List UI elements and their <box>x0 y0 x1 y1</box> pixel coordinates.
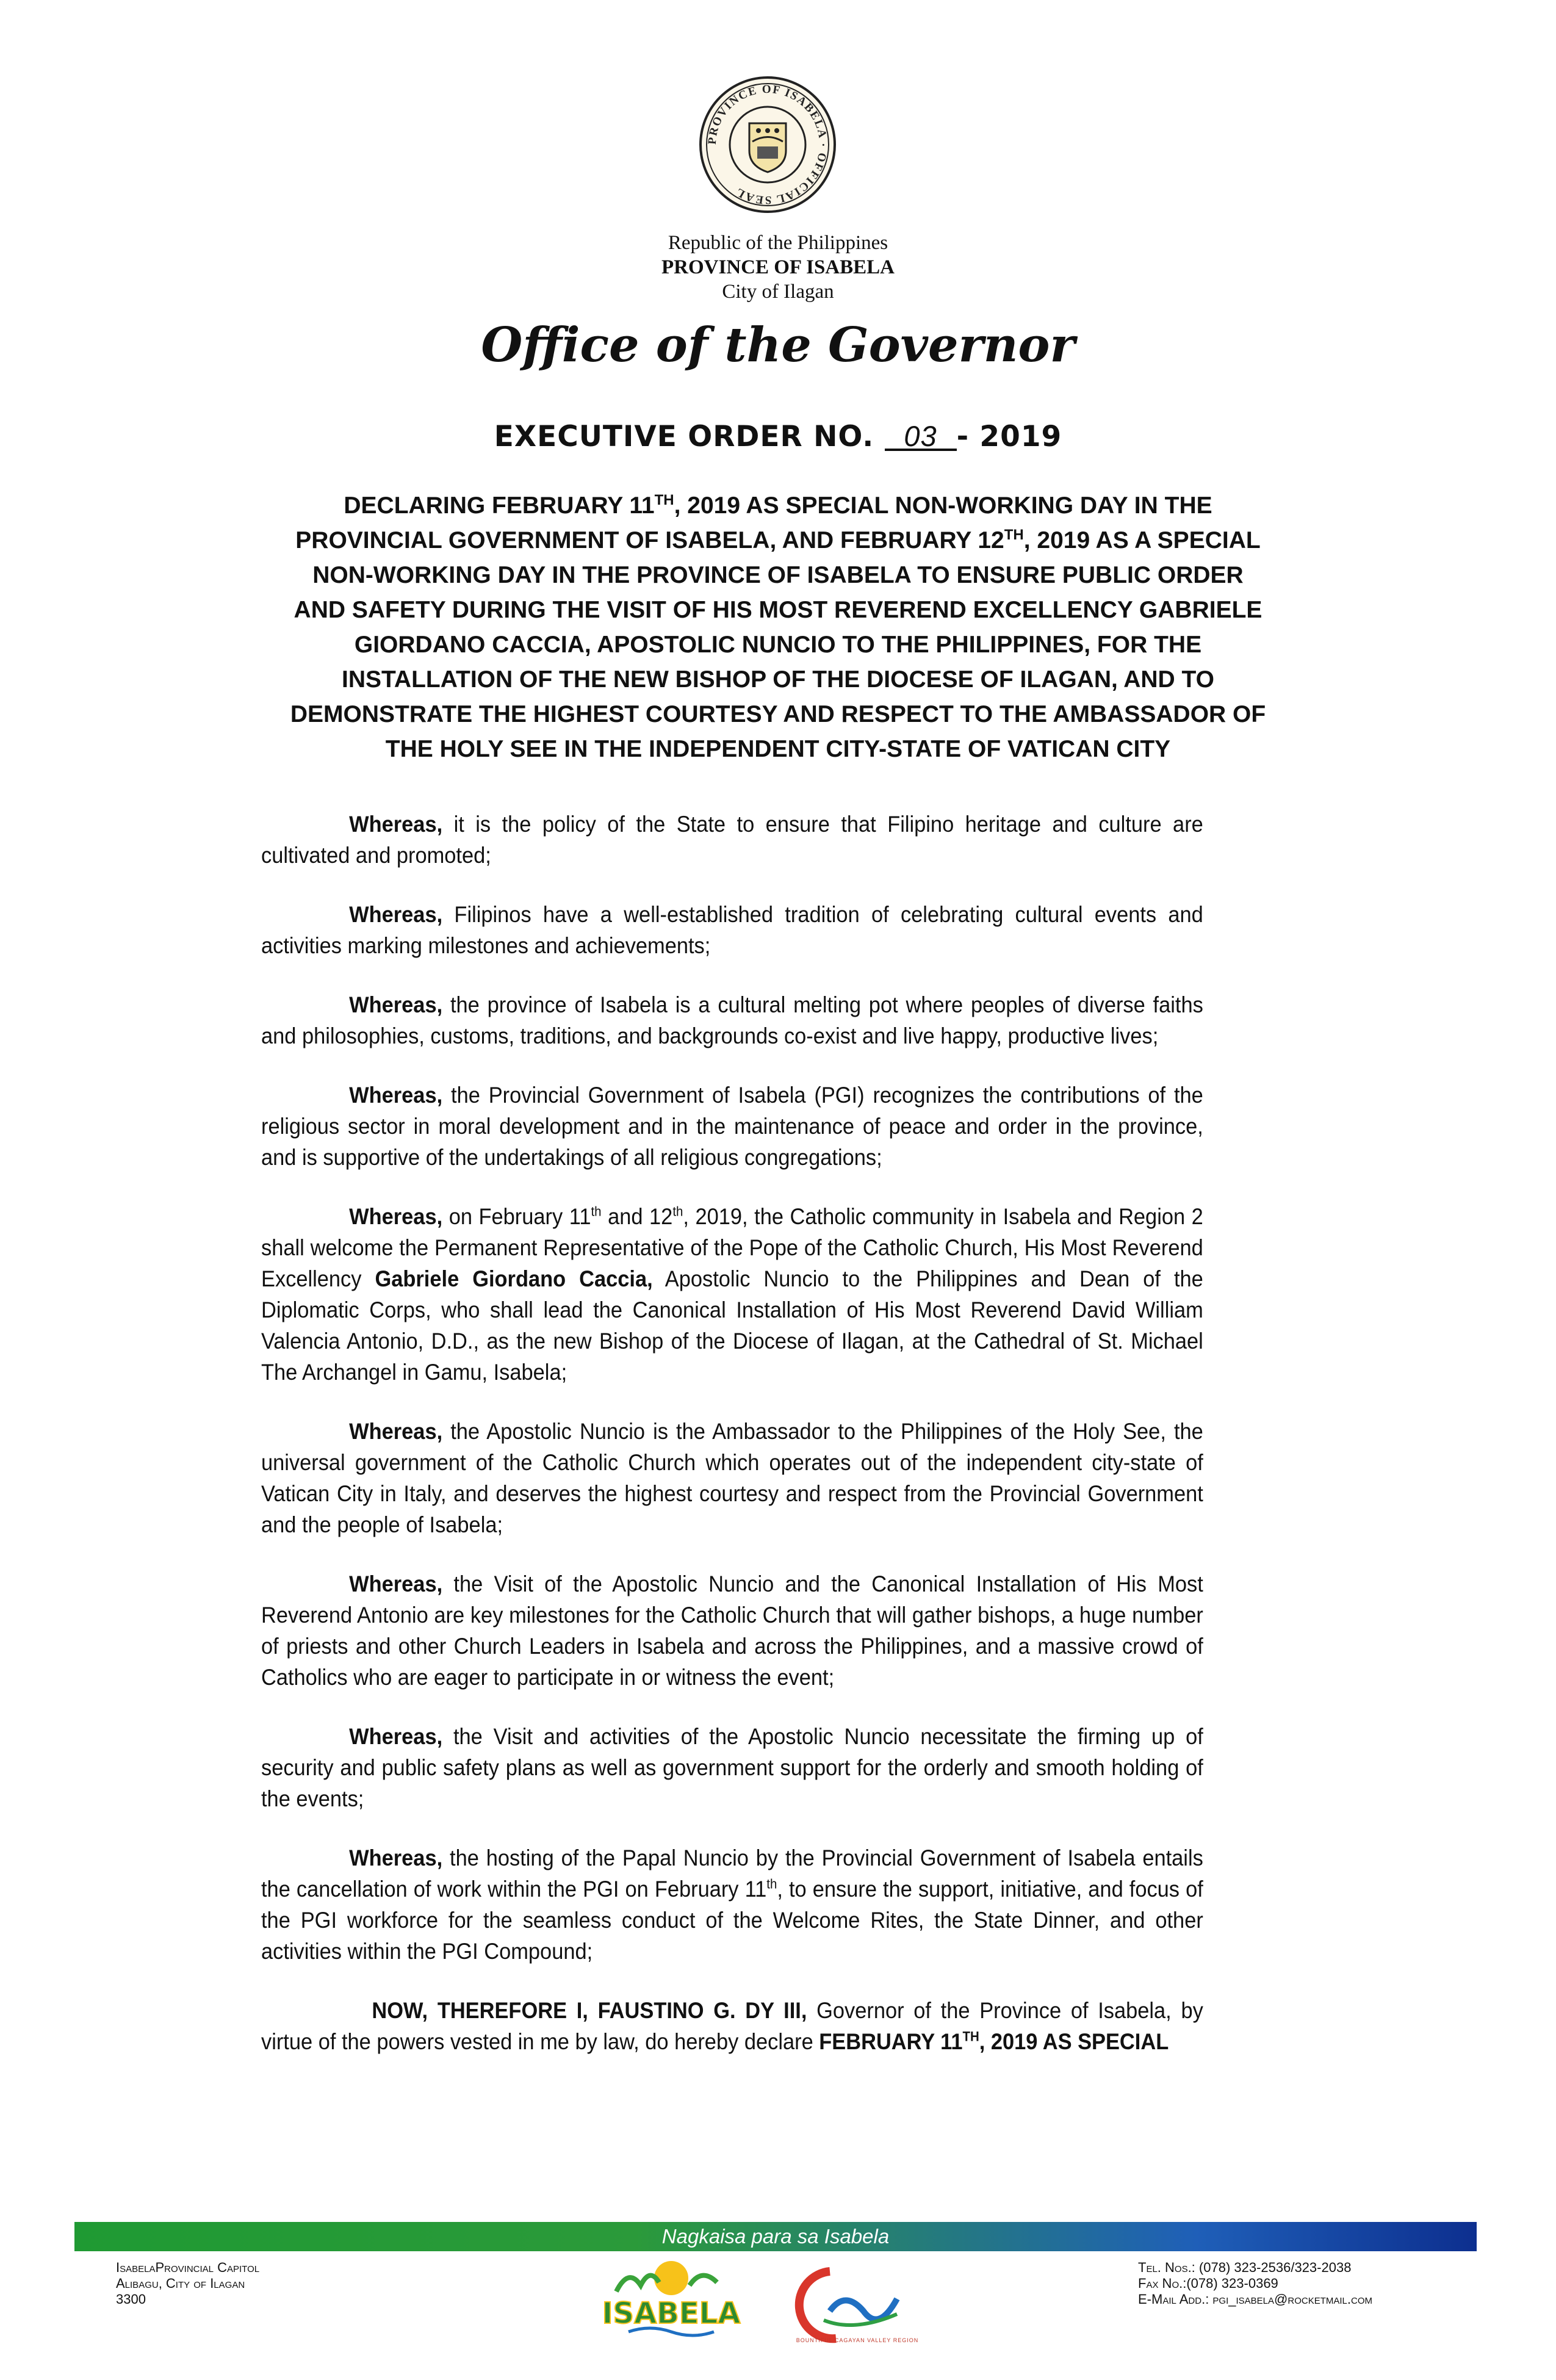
clause-text: on February 11 <box>448 1204 591 1229</box>
whereas-label: Whereas, <box>349 812 443 837</box>
nuncio-name: Gabriele Giordano Caccia, <box>375 1266 653 1291</box>
whereas-clause <box>261 989 1203 1051</box>
address-line: Alibagu, City of Ilagan <box>116 2276 245 2291</box>
declaring-text-2: , 2019 AS SPECIAL NON-WORKING DAY IN THE PROVINCIAL GOVERNMENT OF ISABELA, AND FEBRUARY 12 <box>295 492 1212 554</box>
order-body <box>261 809 1203 2085</box>
whereas-clause <box>261 809 1203 871</box>
whereas-clause <box>261 1721 1203 1814</box>
declared-date-sup: TH <box>962 2028 979 2044</box>
eo-suffix: - 2019 <box>956 420 1062 453</box>
whereas-label: Whereas, <box>349 1845 443 1870</box>
whereas-clause <box>261 899 1203 961</box>
declaring-title <box>287 488 1269 766</box>
whereas-label: Whereas, <box>349 1724 443 1749</box>
republic-line: Republic of the Philippines <box>668 232 888 254</box>
clause-text: the Visit and activities of the Apostolic Nuncio necessitate the firming up of security and public safety plans as well as government support for the orderly and smooth holding of the events; <box>261 1724 1203 1811</box>
declaring-sup-2: TH <box>1004 527 1024 543</box>
footer-contact <box>1138 2260 1372 2307</box>
executive-order-heading <box>0 420 1556 453</box>
cv-caption: BOUNTIFUL CAGAYAN VALLEY REGION <box>796 2337 919 2343</box>
province-line: PROVINCE OF ISABELA <box>661 256 895 278</box>
clause-sup: th <box>672 1203 683 1219</box>
contact-line: Tel. Nos.: (078) 323-2536/323-2038 <box>1138 2260 1352 2275</box>
whereas-label: Whereas, <box>349 1571 443 1596</box>
clause-text: Governor of the Province of Isabela, by virtue of the powers vested in me by law, do hereby declare <box>261 1998 1203 2054</box>
footer-banner <box>74 2222 1477 2251</box>
address-line: 3300 <box>116 2292 146 2307</box>
clause-text: , 2019, the Catholic community in Isabela and Region 2 shall welcome the Permanent Representative of the Pope of the Catholic Church, His Most Reverend Excellency <box>261 1204 1203 1291</box>
whereas-clause <box>261 1568 1203 1693</box>
clause-text: Apostolic Nuncio to the Philippines and Dean of the Diplomatic Corps, who shall lead the Canonical Installation of His Most Reverend David William Valencia Antonio, D.D., as the new Bishop of the Diocese of Ilagan, at the Cathedral of St. Michael The Archangel in Gamu, Isabela; <box>261 1266 1203 1385</box>
clause-text: and 12 <box>601 1204 673 1229</box>
contact-line: E-Mail Add.: pgi_isabela@rocketmail.com <box>1138 2292 1372 2307</box>
whereas-clause <box>261 1416 1203 1540</box>
governor-declaration: NOW, THEREFORE I, FAUSTINO G. DY III, <box>372 1998 807 2023</box>
eo-number: 03 <box>885 424 957 451</box>
clause-text: the province of Isabela is a cultural melting pot where peoples of diverse faiths and philosophies, customs, traditions, and backgrounds co-exist and live happy, productive lives; <box>261 992 1203 1048</box>
whereas-label: Whereas, <box>349 1204 443 1229</box>
clause-text: the Visit of the Apostolic Nuncio and the Canonical Installation of His Most Reverend Antonio are key milestones for the Catholic Church that will gather bishops, a huge number of priests and other Church Leaders in Isabela and across the Philippines, and a massive crowd of Catholics who are eager to participate in or witness the event; <box>261 1571 1203 1690</box>
clause-text: it is the policy of the State to ensure that Filipino heritage and culture are cultivated and promoted; <box>261 812 1203 868</box>
declaring-text-3: , 2019 AS A SPECIAL NON-WORKING DAY IN THE PROVINCE OF ISABELA TO ENSURE PUBLIC ORDER AND SAFETY DURING THE VISIT OF HIS MOST REVEREND EXCELLENCY GABRIELE GIORDANO CACCIA, APOSTOLIC NUNCIO TO THE PHILIPPINES, FOR THE INSTALLATION OF THE NEW BISHOP OF THE DIOCESE OF ILAGAN, AND TO DEMONSTRATE THE HIGHEST COURTESY AND RESPECT TO THE AMBASSADOR OF THE HOLY SEE IN THE INDEPENDENT CITY-STATE OF VATICAN CITY <box>290 527 1266 762</box>
slogan: Nagkaisa para sa Isabela <box>661 2225 890 2248</box>
clause-text: the Apostolic Nuncio is the Ambassador to the Philippines of the Holy See, the universal government of the Catholic Church which operates out of the independent city-state of Vatican City in Italy, and deserves the highest courtesy and respect from the Provincial Government and the people of Isabela; <box>261 1419 1203 1537</box>
clause-text: , to ensure the support, initiative, and focus of the PGI workforce for the seamless conduct of the Welcome Rites, the State Dinner, and other activities within the PGI Compound; <box>261 1877 1203 1964</box>
provincial-seal <box>697 74 838 215</box>
now-therefore-clause <box>261 1995 1203 2057</box>
letterhead <box>0 231 1556 304</box>
eo-prefix: EXECUTIVE ORDER NO. <box>494 420 874 453</box>
whereas-label: Whereas, <box>349 992 443 1017</box>
city-line: City of Ilagan <box>722 281 834 303</box>
svg-text:PROVINCE OF ISABELA · OFFICIAL: PROVINCE OF ISABELA · OFFICIAL SEAL <box>705 82 830 207</box>
whereas-label: Whereas, <box>349 902 443 927</box>
clause-text: Filipinos have a well-established tradition of celebrating cultural events and activities marking milestones and achievements; <box>261 902 1203 958</box>
clause-sup: th <box>591 1203 602 1219</box>
contact-line: Fax No.:(078) 323-0369 <box>1138 2276 1278 2291</box>
address-line: IsabelaProvincial Capitol <box>116 2260 260 2275</box>
declaring-sup-1: TH <box>654 492 674 508</box>
isabela-logo <box>598 2255 744 2340</box>
declared-date-rest: , 2019 AS SPECIAL <box>979 2029 1169 2054</box>
whereas-label: Whereas, <box>349 1419 443 1444</box>
clause-text: the hosting of the Papal Nuncio by the Provincial Government of Isabela entails the cancellation of work within the PGI on February 11 <box>261 1845 1203 1902</box>
whereas-clause <box>261 1842 1203 1967</box>
whereas-clause <box>261 1201 1203 1388</box>
cagayan-valley-logo <box>787 2253 927 2360</box>
whereas-label: Whereas, <box>349 1083 443 1108</box>
svg-text:ISABELA: ISABELA <box>602 2296 741 2331</box>
declared-date: FEBRUARY 11 <box>819 2029 963 2054</box>
clause-text: the Provincial Government of Isabela (PGI) recognizes the contributions of the religious sector in moral development and in the maintenance of peace and order in the province, and is supportive of the undertakings of all religious congregations; <box>261 1083 1203 1170</box>
declaring-text-1: DECLARING FEBRUARY 11 <box>344 492 655 519</box>
clause-sup: th <box>766 1876 777 1892</box>
footer-address <box>116 2260 259 2307</box>
office-title: Office of the Governor <box>481 317 1075 373</box>
whereas-clause <box>261 1080 1203 1173</box>
